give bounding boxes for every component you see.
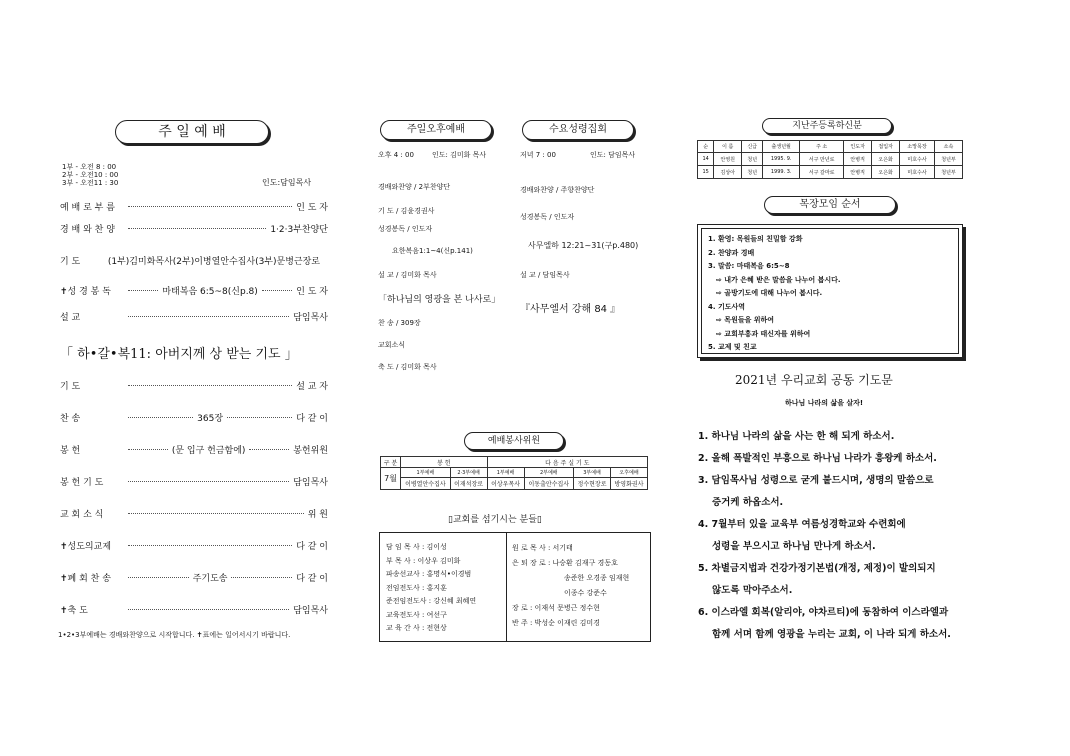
cell-meeting-item: 2. 찬양과 경배 [708,248,755,257]
newcomer-cell: 서구 만년로 [800,153,844,166]
newcomer-header: 접입자 [872,141,900,153]
row-right: 다 같 이 [296,542,328,552]
wednesday-item: 설 교 / 담임목사 [520,271,570,279]
newcomer-cell: 서구 갈마로 [800,166,844,179]
row-label: ✝폐 회 찬 송 [60,574,111,584]
row-right: 인 도 자 [296,203,328,213]
worship-row [60,222,328,235]
leader-dots [128,545,292,546]
newcomer-cell: 오은화 [872,166,900,179]
sunday-service-title: 주 일 예 배 [115,120,269,144]
servant-line: 은 퇴 장 로 : 나승환 김재구 경동호 [512,559,618,567]
cell-meeting-item: ⇨ 목원들을 위하여 [716,316,775,324]
row-middle: (문 입구 헌금함에) [171,446,246,456]
afternoon-service-title: 주일오후예배 [380,120,492,140]
leader-dots [128,513,304,514]
time-1: 1부 - 오전 8 : 00 [62,163,117,171]
worship-row [60,475,328,488]
row-right: 담임목사 [293,313,328,323]
row-label: 교 회 소 식 [60,510,104,520]
afternoon-leader: 인도: 김미화 목사 [432,151,487,159]
prayer-line: 증거케 하옵소서. [712,497,784,508]
afternoon-item: 찬 송 / 309장 [378,319,421,327]
service-committee-table [380,456,648,490]
servant-line: 전임전도사 : 홍지훈 [386,583,447,592]
leader-dots [227,417,292,418]
wednesday-service-title: 수요성령집회 [522,120,634,140]
prayer-line: 않도록 막아주소서. [712,585,793,596]
afternoon-item: 「하나님의 영광을 본 나사로」 [378,295,501,305]
sub-1: 1부예배 [401,468,451,478]
newcomers-title: 지난주등록하신분 [762,118,892,134]
worship-row [60,284,328,297]
newcomer-cell: 미호수사 [900,166,935,179]
servant-line: 담 임 목 사 : 김이성 [386,543,447,551]
servants-title: ▯교회를 섬기시는 분들▯ [448,515,542,525]
worship-row [60,443,328,456]
afternoon-item: 요한복음1:1~4(신p.141) [392,247,473,255]
servant-line: 이종수 강준수 [564,589,607,597]
row-right: 다 같 이 [296,414,328,424]
row-label: 봉 헌 기 도 [60,478,104,488]
newcomer-header: 소속 [934,141,962,153]
leader-dots [128,316,289,317]
cell-meeting-item: 3. 말씀: 마태복음 6:5~8 [708,262,790,270]
row-right: 위 원 [307,510,328,520]
leader-dots [231,577,292,578]
leader-dots [128,228,266,229]
sub-4: 2부예배 [524,468,574,478]
servant-line: 송준한 오경종 임재현 [564,574,630,582]
worship-row [60,254,328,267]
leader-dots [128,290,158,291]
row-label: 경 배 와 찬 양 [60,225,115,235]
sermon-title: 「 하•갈•복11: 아버지께 상 받는 기도 」 [60,347,298,362]
th-offering: 봉 헌 [401,457,487,468]
service-committee-title: 예배봉사위원 [464,432,564,450]
sub-2: 2·3부예배 [450,468,487,478]
row-right: 담임목사 [293,606,328,616]
row-middle: 주기도송 [192,574,228,584]
cell-6: 방영화권사 [611,478,648,490]
newcomer-cell: 안영원 [714,153,742,166]
cell-1: 이병열안수집사 [401,478,451,490]
prayer-line: 4. 7월부터 있을 교육부 여름성경학교와 수련회에 [698,519,906,530]
worship-row [60,379,328,392]
wednesday-item: 성경봉독 / 인도자 [520,213,575,221]
leader-dots [249,449,289,450]
cell-meeting-item: ⇨ 교회부흥과 태신자를 위하여 [716,329,811,338]
worship-row [60,310,328,323]
cell-5: 정수현장로 [574,478,611,490]
newcomer-cell: 1999. 3. [763,166,800,179]
leader-dots [128,417,193,418]
newcomer-header: 소망목장 [900,141,935,153]
row-right: 1·2·3부찬양단 [270,225,328,235]
servant-line: 교 육 간 사 : 전현상 [386,624,447,632]
row-right: 인 도 자 [296,287,328,297]
servant-line: 원 로 목 사 : 서기태 [512,544,573,552]
afternoon-item: 성경봉독 / 인도자 [378,225,433,233]
newcomer-cell: 안병직 [844,166,872,179]
prayer-line: 6. 이스라엘 회복(알리야, 야차르티)에 동참하여 이스라엘과 [698,607,949,618]
cell-meeting-item: ⇨ 내가 은혜 받은 말씀을 나누어 봅시다. [716,275,841,284]
row-label: ✝축 도 [60,606,88,616]
newcomers-table [697,140,963,179]
prayer-line: 3. 담임목사님 성령으로 굳게 붙드시며, 생명의 말씀으로 [698,475,934,486]
row-right: 다 같 이 [296,574,328,584]
row-middle: 마태복음 6:5~8(신p.8) [162,287,258,297]
leader-dots [128,481,289,482]
row-right: 봉헌위원 [293,446,329,456]
cell-2: 이재석장로 [450,478,487,490]
leader-dots [128,577,189,578]
worship-row [60,571,328,584]
servants-box [379,532,651,642]
worship-row [60,539,328,552]
worship-row [60,507,328,520]
cell-meeting-list [708,233,841,355]
leader-dots [128,609,289,610]
service-times [62,163,118,187]
afternoon-time: 오후 4 : 00 [378,151,414,159]
row-label: 예 배 로 부 름 [60,203,115,213]
time-2: 2부 - 오전10 : 00 [62,171,119,179]
wednesday-item: 사무엘하 12:21~31(구p.480) [528,241,639,250]
wednesday-time: 저녁 7 : 00 [520,151,556,159]
afternoon-item: 경배와찬양 / 2부찬양단 [378,183,451,191]
servant-line: 부 목 사 : 이상우 김미화 [386,556,461,565]
leader-dots [128,449,168,450]
prayer-line: 성령을 부으시고 하나님 만나게 하소서. [712,541,876,552]
month-cell: 7월 [381,468,401,490]
cell-meeting-item: 1. 환영: 목원들의 친밀함 강화 [708,235,803,243]
newcomer-cell: 미호수사 [900,153,935,166]
newcomer-cell: 청년 [742,153,763,166]
newcomer-cell: 청년부 [934,166,962,179]
cell-3: 이상우목사 [487,478,524,490]
row-label: ✝성도의교제 [60,542,112,552]
row-label: 봉 헌 [60,446,81,456]
row-label: ✝성 경 봉 독 [60,287,111,297]
servant-line: 반 주 : 박성순 이재린 김미경 [512,619,600,627]
newcomer-header: 이 름 [714,141,742,153]
newcomer-header: 주 소 [800,141,844,153]
time-3: 3부 - 오전11 : 30 [62,179,119,187]
row-right: 담임목사 [293,478,328,488]
newcomer-header: 인도자 [844,141,872,153]
servant-line: 파송선교사 : 홍명식•이경범 [386,570,472,578]
afternoon-item: 기 도 / 김윤경권사 [378,207,435,215]
row-label: 설 교 [60,313,81,323]
row-middle: (1부)김미화목사(2부)이병열안수집사(3부)문병근장로 [107,257,320,267]
servants-left [386,541,476,636]
cell-meeting-title: 목장모임 순서 [764,196,896,214]
worship-row [60,200,328,213]
leader-dots [262,290,292,291]
newcomer-cell: 오은화 [872,153,900,166]
prayer-title: 2021년 우리교회 공동 기도문 [735,373,893,387]
cell-4: 이동출안수집사 [524,478,574,490]
servants-right [512,541,629,631]
cell-meeting-box [697,224,963,358]
row-middle: 365장 [197,414,224,424]
worship-row [60,603,328,616]
prayer-line: 2. 올해 폭발적인 부흥으로 하나님 나라가 흥왕케 하소서. [698,453,937,464]
row-label: 찬 송 [60,414,81,424]
prayer-line: 5. 차별금지법과 건강가정기본법(개정, 제정)이 발의되지 [698,563,936,574]
servant-line: 준전임전도사 : 강신혜 최혜연 [386,597,477,605]
leader-label: 인도:담임목사 [262,178,312,187]
newcomer-cell: 안병직 [844,153,872,166]
newcomer-cell: 청년 [742,166,763,179]
afternoon-item: 교회소식 [378,341,406,349]
newcomer-cell: 김상아 [714,166,742,179]
footnote: 1•2•3부예배는 경배와찬양으로 시작합니다. ✝표에는 일어서시기 바랍니다. [58,631,291,639]
prayer-subtitle: 하나님 나라의 삶을 살자! [785,399,864,407]
servant-line: 장 로 : 이재석 문병근 정수현 [512,604,600,612]
afternoon-item: 축 도 / 김미화 목사 [378,363,437,371]
sub-3: 1부예배 [487,468,524,478]
cell-meeting-item: 4. 기도사역 [708,302,746,311]
prayer-line: 1. 하나님 나라의 삶을 사는 한 해 되게 하소서. [698,431,895,442]
newcomer-cell: 1995. 9. [763,153,800,166]
row-label: 기 도 [60,257,81,267]
wednesday-item: 『사무엘서 강해 84 』 [520,304,621,315]
leader-dots [128,385,292,386]
newcomer-cell: 청년부 [934,153,962,166]
cell-meeting-item: ⇨ 골방기도에 대해 나누어 봅시다. [716,289,823,297]
wednesday-item: 경배와찬양 / 주향찬양단 [520,186,595,194]
newcomer-cell: 14 [698,153,714,166]
wednesday-leader: 인도: 담임목사 [590,151,636,159]
row-right: 설 교 자 [296,382,328,392]
prayer-line: 함께 서며 함께 영광을 누리는 교회, 이 나라 되게 하소서. [712,629,951,640]
th-category: 구 분 [381,457,401,468]
sub-5: 3부예배 [574,468,611,478]
newcomer-header: 출생년월 [763,141,800,153]
newcomer-header: 신급 [742,141,763,153]
worship-row [60,411,328,424]
servant-line: 교육전도사 : 여선구 [386,610,447,619]
row-label: 기 도 [60,382,81,392]
afternoon-item: 설 교 / 김미화 목사 [378,271,437,279]
newcomer-cell: 15 [698,166,714,179]
th-next-prayer: 다 음 주 실 기 도 [487,457,647,468]
sub-6: 오후예배 [611,468,648,478]
leader-dots [128,206,292,207]
newcomer-header: 순 [698,141,714,153]
cell-meeting-item: 5. 교제 및 친교 [708,343,757,351]
